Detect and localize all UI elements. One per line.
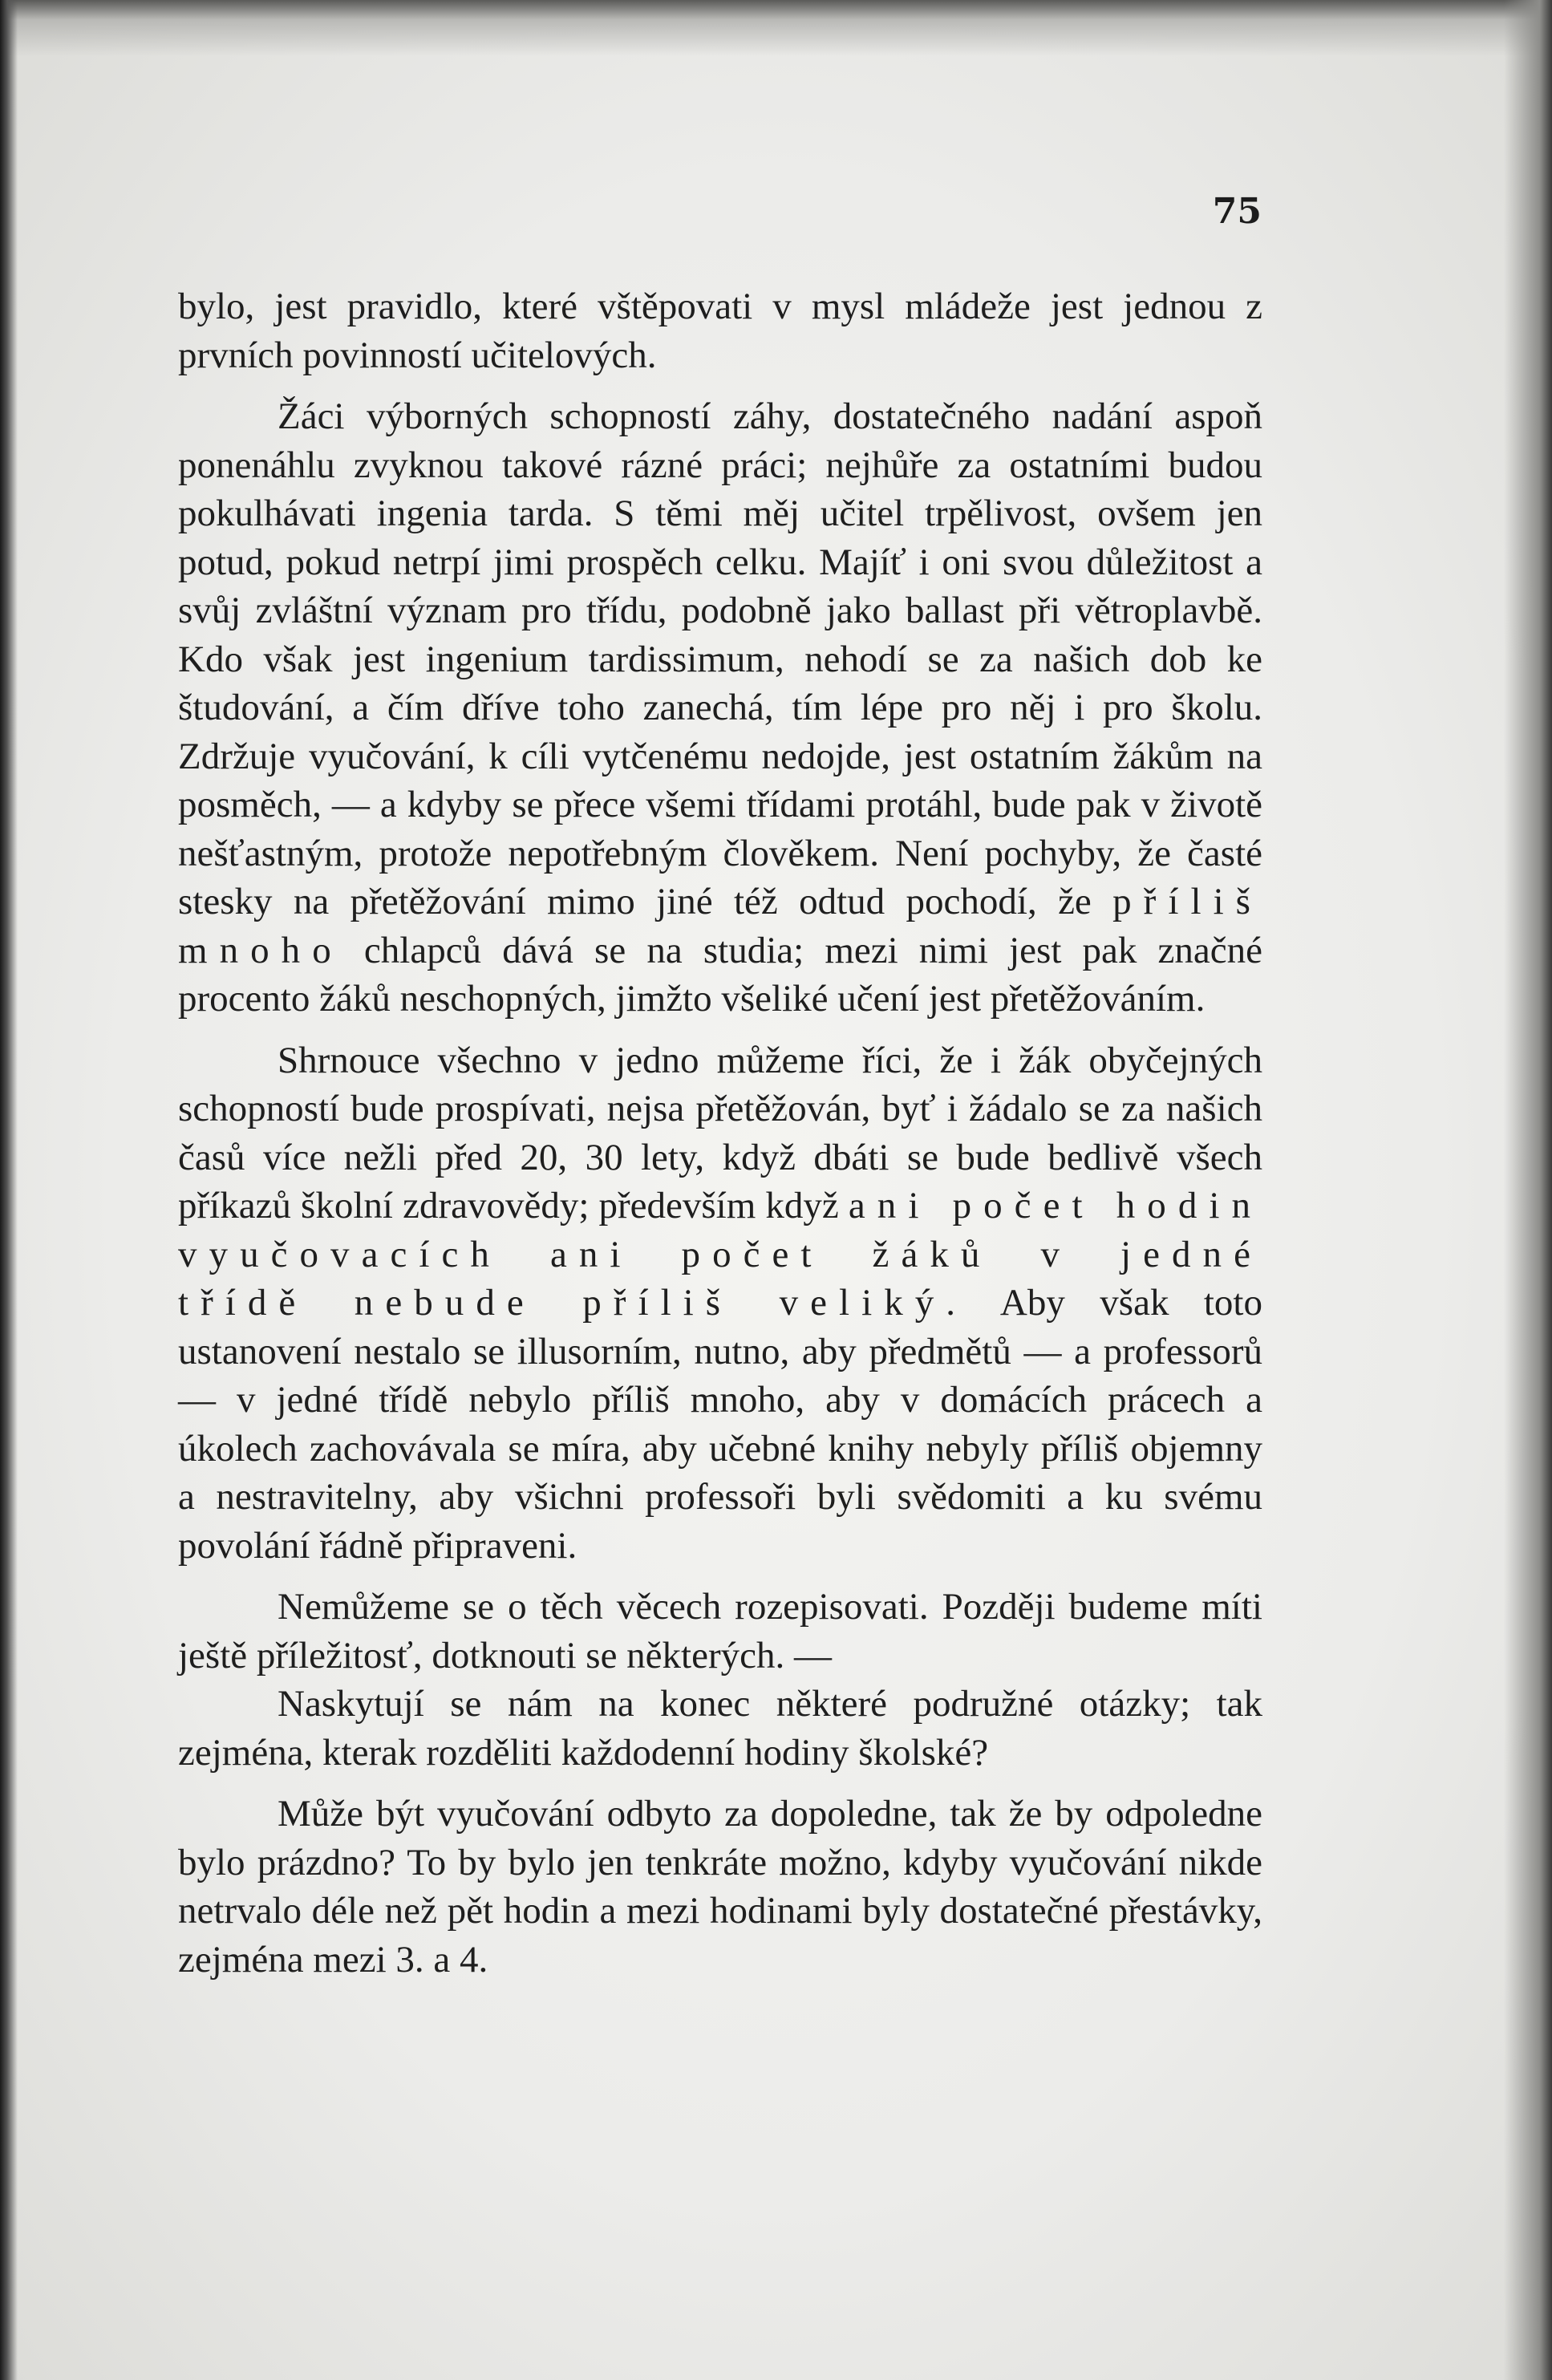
paragraph-text: Naskytují se nám na konec některé podružné otázky; tak zejména, kterak rozděliti každodenní hodiny školské? xyxy=(178,1683,1262,1774)
paragraph-text: Může být vyučování odbyto za dopoledne, tak že by odpoledne bylo prázdno? To by bylo jen tenkráte možno, kdyby vyučování nikde netrvalo déle než pět hodin a mezi hodinami byly dostatečné přestávky, zejména mezi 3. a 4. xyxy=(178,1793,1262,1981)
paragraph-text: chlapců dává se na studia; mezi nimi jest pak značné procento žáků neschopných, jimžto všeliké učení jest přetěžováním. xyxy=(178,929,1262,1020)
paragraph-5 xyxy=(178,1680,1262,1777)
paragraph-1 xyxy=(178,282,1262,379)
paragraph-6 xyxy=(178,1790,1262,1984)
paragraph-text: bylo, jest pravidlo, které vštěpovati v mysl mládeže jest jednou z prvních povinností učitelových. xyxy=(178,286,1262,376)
scan-edge-right xyxy=(1504,0,1552,2380)
paragraph-text: Shrnouce všechno v jedno můžeme říci, že i žák obyčejných schopností bude prospívati, nejsa přetěžován, byť i žádalo se za našich časů více nežli před 20, 30 lety, když dbáti se bude bedlivě všech příkazů školní zdravovědy; především když xyxy=(178,1039,1262,1226)
emphasized-text: příliš mnoho xyxy=(178,881,1262,971)
paragraph-4 xyxy=(178,1583,1262,1680)
page-number: 75 xyxy=(1212,191,1262,232)
emphasized-text: ani počet hodin vyučovacích ani počet žáků v jedné třídě nebude příliš veliký. xyxy=(178,1185,1262,1324)
paragraph-text: Nemůžeme se o těch věcech rozepisovati. Později budeme míti ještě příležitosť, dotknouti se některých. — xyxy=(178,1586,1262,1677)
paragraph-2 xyxy=(178,392,1262,1024)
scan-edge-left xyxy=(0,0,18,2380)
paragraph-3 xyxy=(178,1036,1262,1571)
scan-edge-top xyxy=(0,0,1552,56)
body-text xyxy=(178,282,1262,1997)
paragraph-text: Žáci výborných schopností záhy, dostatečného nadání aspoň ponenáhlu zvyknou takové rázné práci; nejhůře za ostatními budou pokulhávati ingenia tarda. S těmi měj učitel trpělivost, ovšem jen potud, pokud netrpí jimi prospěch celku. Majíť i oni svou důležitost a svůj zvláštní význam pro třídu, podobně jako ballast při větroplavbě. Kdo však jest ingenium tardissimum, nehodí se za našich dob ke študování, a čím dříve toho zanechá, tím lépe pro něj i pro školu. Zdržuje vyučování, k cíli vytčenému nedojde, jest ostatním žákům na posměch, — a kdyby se přece všemi třídami protáhl, bude pak v životě nešťastným, protože nepotřebným člověkem. Není pochyby, že časté stesky na přetěžování mimo jiné též odtud pochodí, že xyxy=(178,395,1262,922)
paragraph-text: Aby však toto ustanovení nestalo se illusorním, nutno, aby předmětů — a professorů — v jedné třídě nebylo příliš mnoho, aby v domácích prácech a úkolech zachovávala se míra, aby učebné knihy nebyly příliš objemny a nestravitelny, aby všichni professoři byli svědomiti a ku svému povolání řádně připraveni. xyxy=(178,1282,1262,1567)
